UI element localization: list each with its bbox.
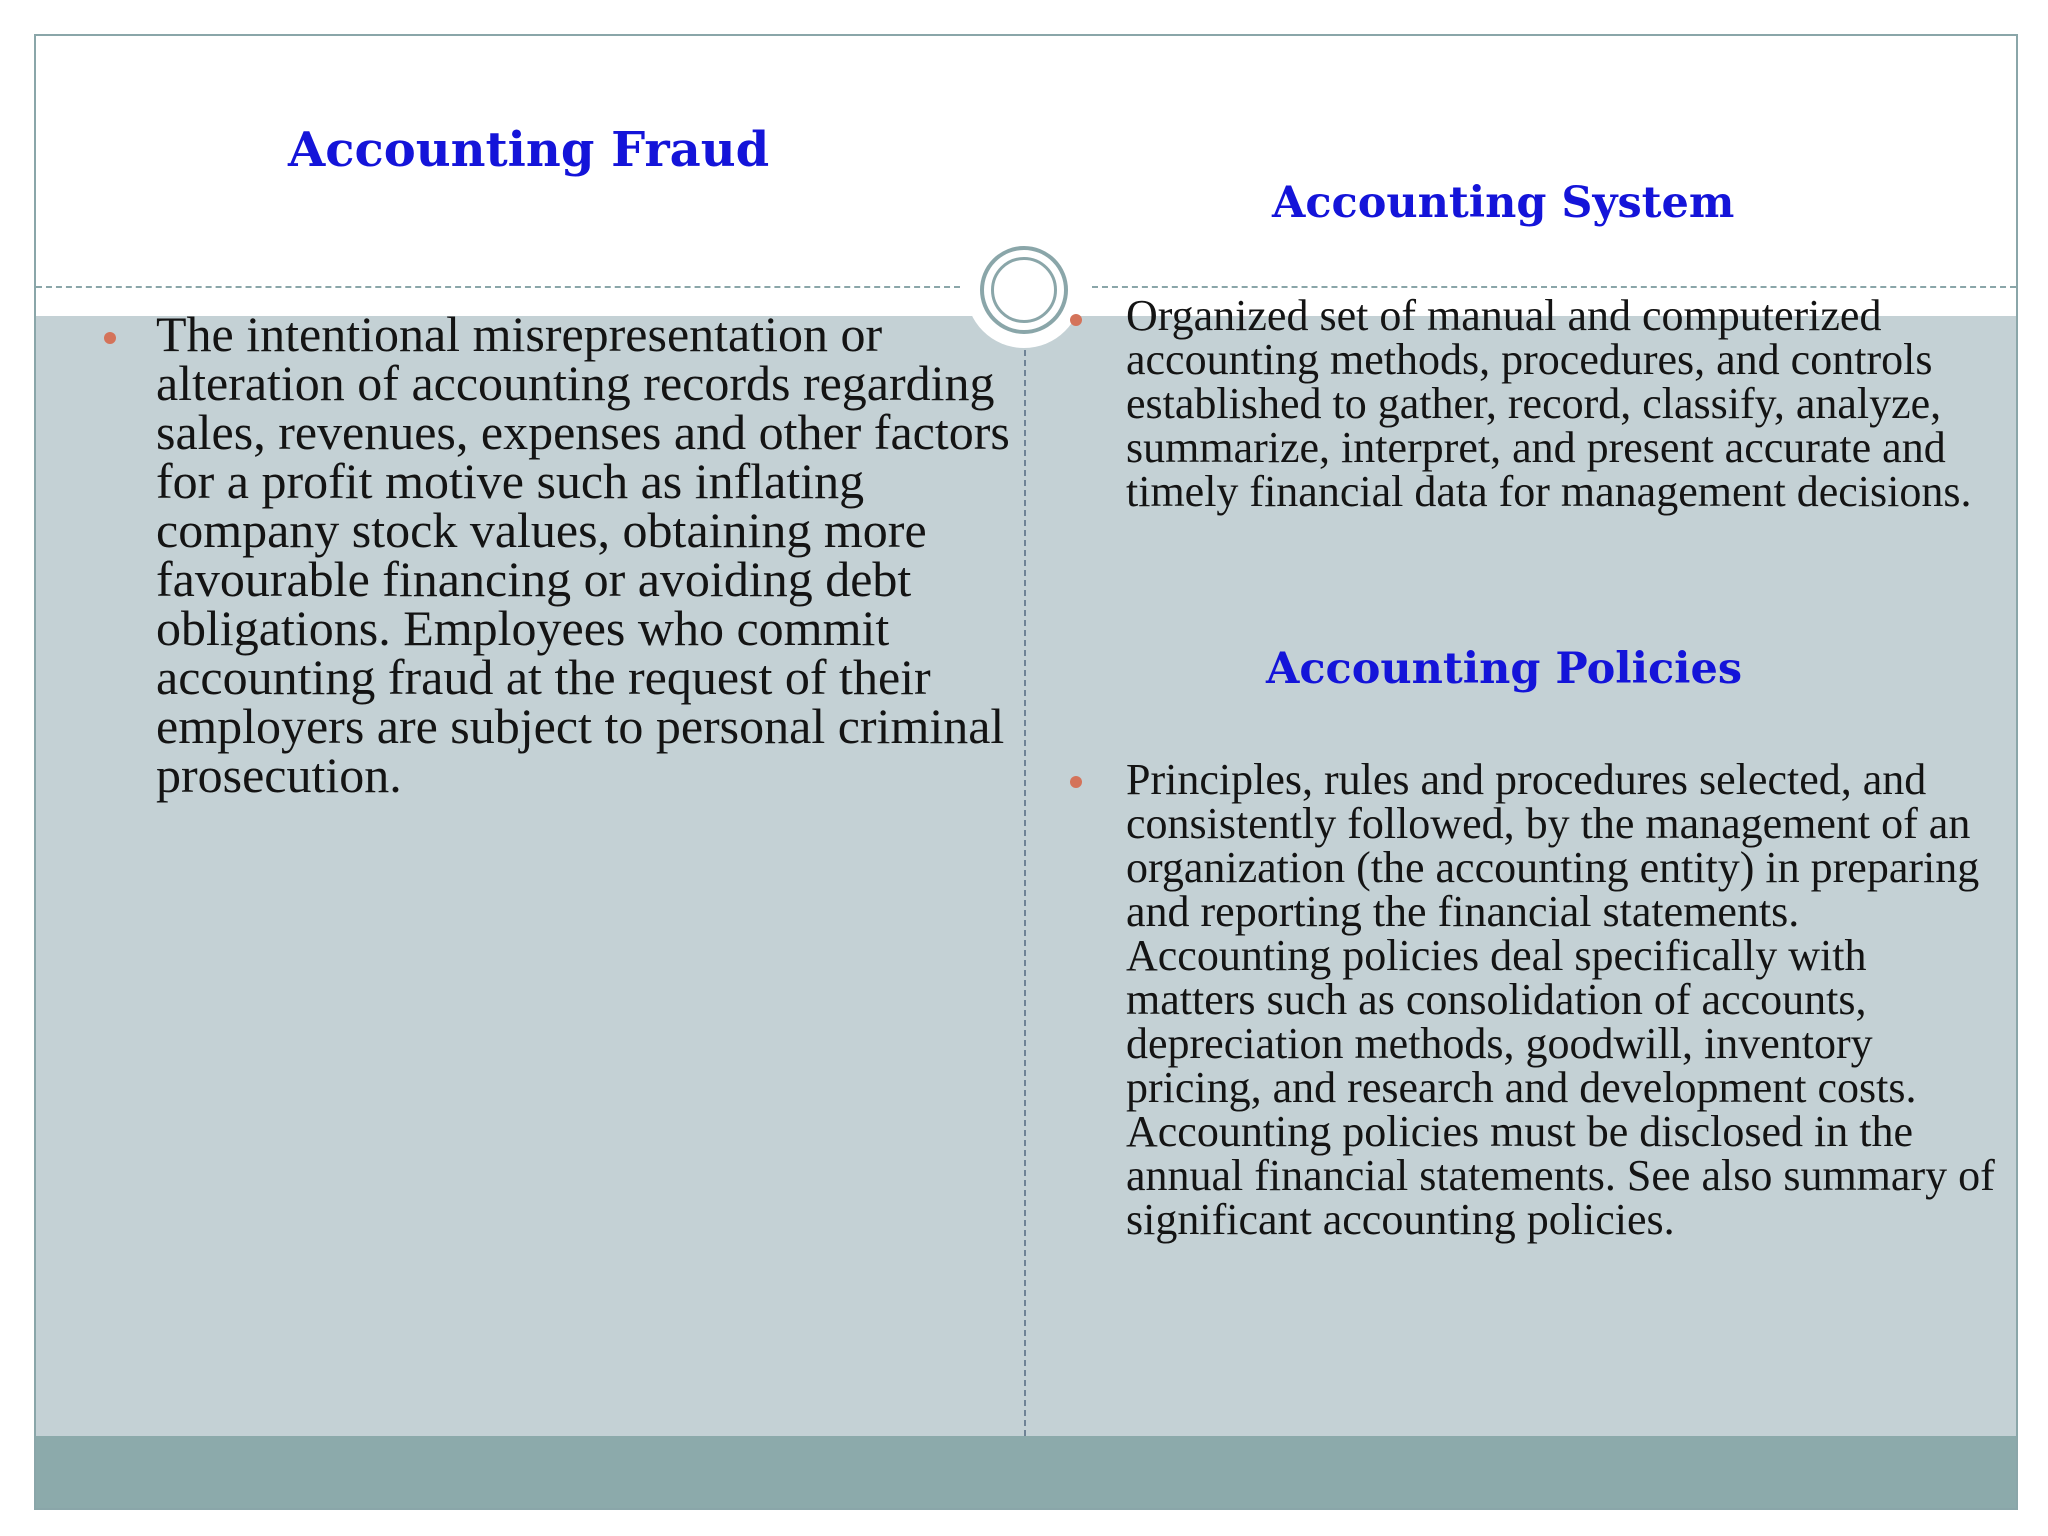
bullet-dot-icon xyxy=(1070,314,1082,326)
footer-band xyxy=(36,1436,2016,1508)
column-divider xyxy=(1024,340,1026,1436)
heading-accounting-policies: Accounting Policies xyxy=(1266,644,1743,694)
fraud-definition-text: The intentional misrepresentation or alteration of accounting records regarding sales, revenues, expenses and other factors for a profit motive such as inflating company stock values, obtaining more favourable financing or avoiding debt obligations. Employees who commit accounting fraud at the request of their employers are subject to personal criminal prosecution. xyxy=(156,306,1010,803)
bullet-dot-icon xyxy=(104,332,116,344)
system-definition-text: Organized set of manual and computerized accounting methods, procedures, and controls established to gather, record, classify, analyze, summarize, interpret, and present accurate and timely financial data for management decisions. xyxy=(1126,291,1972,516)
slide xyxy=(34,34,2018,1510)
heading-accounting-system: Accounting System xyxy=(1272,178,1735,228)
policies-definition-text: Principles, rules and procedures selected, and consistently followed, by the management of an organization (the accounting entity) in preparing and reporting the financial statements. Accounting policies deal specifically with matters such as consolidation of accounts, depreciation methods, goodwill, inventory pricing, and research and development costs. Accounting policies must be disclosed in the annual financial statements. See also summary of significant accounting policies. xyxy=(1126,755,1995,1244)
header-divider-right xyxy=(1092,286,2016,288)
bullet-dot-icon xyxy=(1070,776,1082,788)
header-divider-left xyxy=(36,286,960,288)
heading-accounting-fraud: Accounting Fraud xyxy=(288,122,770,178)
